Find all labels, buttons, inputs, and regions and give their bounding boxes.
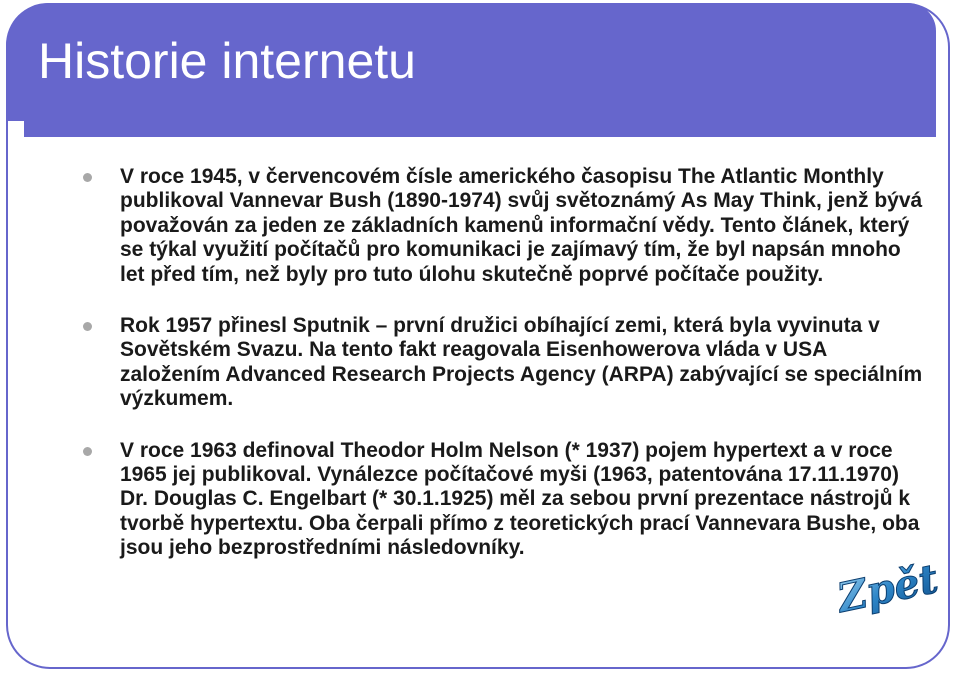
back-button[interactable] — [833, 540, 943, 630]
bullet-text: V roce 1945, v červencovém čísle amerického časopisu The Atlantic Monthly publikoval Vannevar Bush (1890-1974) svůj světoznámý As May Think, jenž bývá považován za jeden ze základních kamenů informační vědy. Tento článek, který se týkal využití počítačů pro komunikaci je zajímavý tím, že byl napsán mnoho let před tím, než byly pro tuto úlohu skutečně poprvé počítače použity. — [120, 165, 923, 286]
bullet-item-3 — [80, 439, 930, 561]
bullet-dot-icon — [83, 322, 92, 331]
back-label[interactable]: Zpět — [833, 555, 943, 623]
bullet-dot-icon — [83, 173, 92, 182]
bullet-text: Rok 1957 přinesl Sputnik – první družici obíhající zemi, která byla vyvinuta v Sovětském Svazu. Na tento fakt reagovala Eisenhowerova vláda v USA založením Advanced Research Projects Agency (ARPA) zabývající se speciálním výzkumem. — [120, 314, 923, 411]
bullet-text: V roce 1963 definoval Theodor Holm Nelson (* 1937) pojem hypertext a v roce 1965 jej publikoval. Vynálezce počítačové myši (1963, patentována 17.11.1970) Dr. Douglas C. Engelbart (* 30.1.1925) měl za sebou první prezentace nástrojů k tvorbě hypertextu. Oba čerpali přímo z teoretických prací Vannevara Bushe, oba jsou jeho bezprostředními následovníky. — [120, 438, 920, 560]
bullet-item-2 — [80, 314, 930, 412]
slide-title: Historie internetu — [38, 33, 416, 89]
bullet-dot-icon — [83, 447, 92, 456]
bullet-list — [80, 165, 930, 588]
bullet-item-1 — [80, 165, 930, 287]
